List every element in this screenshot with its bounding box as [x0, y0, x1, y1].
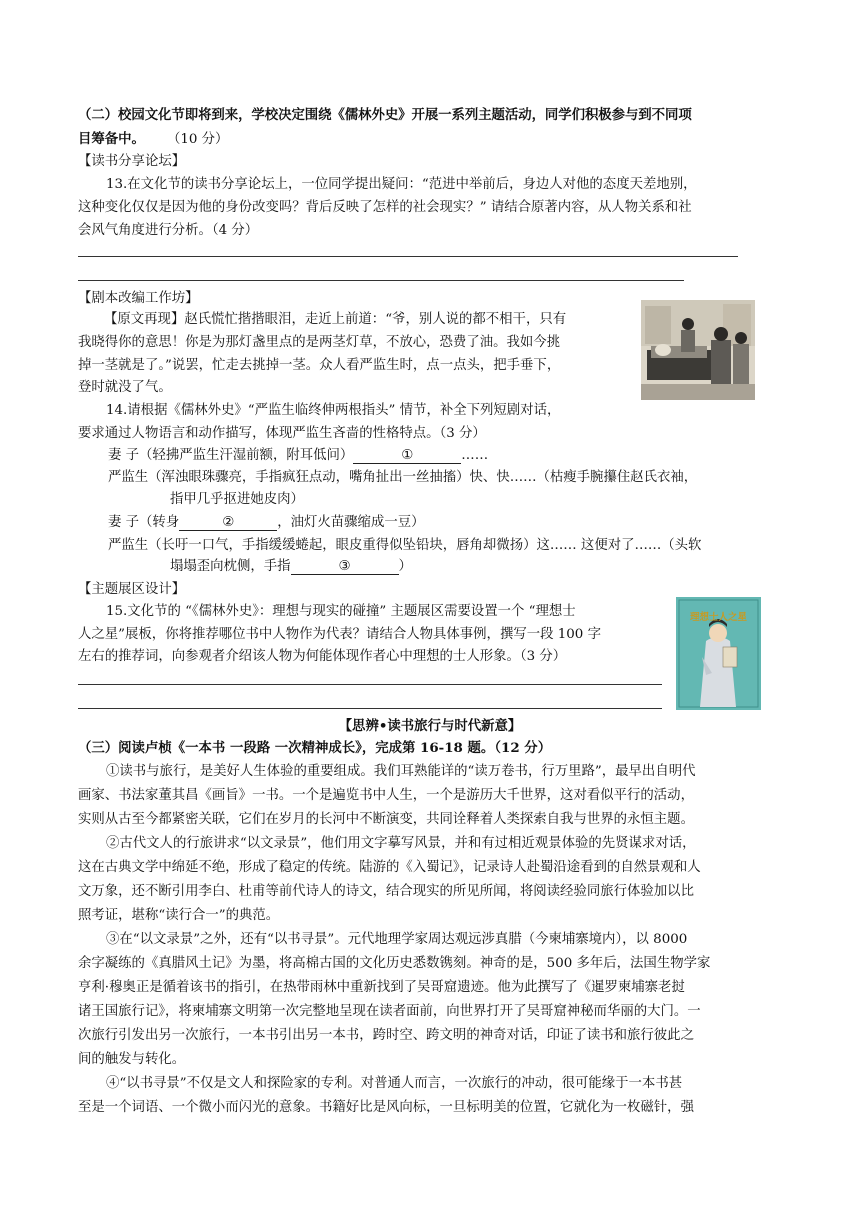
dialogue-wife-1	[108, 447, 488, 465]
q13-line1: 13.在文化节的读书分享论坛上，一位同学提出疑问：“范进中举前后，身边人对他的态度天差地别，	[106, 177, 697, 192]
deathbed-scene-illustration	[641, 300, 755, 400]
para2-line3: 文万象，还不断引用李白、杜甫等前代诗人的诗文，结合现实的所见所闻，将阅读经验同旅行体验加以比	[78, 884, 694, 899]
para2-line1: ②古代文人的行旅讲求“以文录景”，他们用文字摹写风景，并和有过相近观景体验的先贤谋求对话，	[106, 836, 696, 851]
q14-line2: 要求通过人物语言和动作描写，体现严监生吝啬的性格特点。（3 分）	[78, 426, 486, 441]
dialogue-yan-2-cont	[170, 558, 412, 576]
original-line4: 登时就没了气。	[78, 380, 172, 395]
deathbed-scene-drawing	[641, 300, 755, 400]
q14-line1: 14.请根据《儒林外史》“严监生临终伸两根指头” 情节，补全下列短剧对话，	[106, 403, 561, 418]
section2-score: （10 分）	[166, 132, 229, 147]
para3-line3: 亨利·穆奥正是循着该书的指引，在热带雨林中重新找到了吴哥窟遗迹。他为此撰写了《暹罗柬埔寨老挝	[78, 980, 685, 995]
blank-1[interactable]: ①	[353, 448, 461, 464]
q13-answer-line-1[interactable]	[78, 256, 738, 257]
section2-heading-text: 目筹备中。	[78, 131, 145, 147]
q15-line3: 左右的推荐词，向参观者介绍该人物为何能体现作者心中理想的士人形象。（3 分）	[78, 649, 567, 664]
q13-line3: 会风气角度进行分析。（4 分）	[78, 223, 259, 238]
dialogue-yan-2-suffix: ）	[398, 559, 412, 574]
original-line1: 【原文再现】赵氏慌忙揩揩眼泪，走近上前道：“爷，别人说的都不相干，只有	[104, 312, 567, 327]
dialogue-wife-1-text: 妻 子（轻拂严监生汗湿前额，附耳低问）	[108, 448, 354, 463]
para3-line5: 次旅行引发出另一次旅行，一本书引出另一本书，跨时空、跨文明的神奇对话，印证了读书和旅行彼此之	[78, 1028, 694, 1043]
para4-line1: ④“以书寻景”不仅是文人和探险家的专利。对普通人而言，一次旅行的冲动，很可能缘于一本书甚	[106, 1076, 683, 1091]
dialogue-yan-2: 严监生（长吁一口气，手指缓缓蜷起，眼皮重得似坠铅块，唇角却微扬）这…… 这便对了……（头软	[108, 538, 702, 553]
section3-banner: 【思辨•读书旅行与时代新意】	[338, 718, 522, 734]
para2-line4: 照考证，堪称“读行合一”的典范。	[78, 908, 280, 923]
para1-line3: 实则从古至今都紧密关联，它们在岁月的长河中不断演变，共同诠释着人类探索自我与世界的永恒主题。	[78, 812, 694, 827]
para2-line2: 这在古典文学中绵延不绝，形成了稳定的传统。陆游的《入蜀记》，记录诗人赴蜀沿途看到的自然景观和人	[78, 860, 701, 875]
dialogue-wife-1-suffix: ……	[461, 448, 489, 463]
poster-title: 理想士人之星	[689, 612, 747, 623]
dialogue-yan-1: 严监生（浑浊眼珠骤亮，手指疯狂点动，嘴角扯出一丝抽搐）快、快……（枯瘦手腕攥住赵氏衣袖，	[108, 470, 698, 485]
blank-2[interactable]: ②	[179, 515, 277, 531]
q15-line1: 15.文化节的 “《儒林外史》：理想与现实的碰撞” 主题展区需要设置一个 “理想士	[106, 604, 576, 619]
section2-heading-line2	[78, 130, 228, 149]
dialogue-wife-2-suffix: ，油灯火苗骤缩成一豆）	[277, 515, 425, 530]
para3-line2: 余字凝练的《真腊风土记》为墨，将高棉古国的文化历史悉数镌刻。神奇的是，500 多年后，法国生物学家	[78, 956, 711, 971]
para1-line1: ①读书与旅行，是美好人生体验的重要组成。我们耳熟能详的“读万卷书，行万里路”，最早出自明代	[106, 764, 696, 779]
forum-label: 【读书分享论坛】	[78, 154, 186, 169]
blank-3[interactable]: ③	[291, 559, 399, 575]
dialogue-wife-2-text: 妻 子（转身	[108, 515, 180, 530]
workshop-label: 【剧本改编工作坊】	[78, 291, 199, 306]
original-line2: 我晓得你的意思！你是为那灯盏里点的是两茎灯草，不放心，恐费了油。我如今挑	[78, 335, 561, 350]
para3-line6: 间的触发与转化。	[78, 1052, 186, 1067]
para1-line2: 画家、书法家董其昌《画旨》一书。一个是遍览书中人生，一个是游历大千世界，这对看似平行的活动，	[78, 788, 694, 803]
q15-answer-line-2[interactable]	[78, 708, 662, 709]
dialogue-yan-1-cont: 指甲几乎抠进她皮肉）	[170, 492, 304, 507]
q13-answer-line-2[interactable]	[78, 280, 684, 281]
para3-line1: ③在“以文录景”之外，还有“以书寻景”。元代地理学家周达观远涉真腊（今柬埔寨境内），以 8000	[106, 932, 688, 947]
section2-heading-line1: （二）校园文化节即将到来，学校决定围绕《儒林外史》开展一系列主题活动，同学们积极参与到不同项	[78, 107, 692, 123]
exhibit-label: 【主题展区设计】	[78, 582, 186, 597]
dialogue-yan-2-cont-text: 塌塌歪向枕侧，手指	[170, 559, 291, 574]
para4-line2: 至是一个词语、一个微小而闪光的意象。书籍好比是风向标，一旦标明美的位置，它就化为一枚磁针，强	[78, 1100, 694, 1115]
section3-heading: （三）阅读卢桢《一本书 一段路 一次精神成长》，完成第 16-18 题。（12 分）	[78, 740, 552, 756]
q13-line2: 这种变化仅仅是因为他的身份改变吗？背后反映了怎样的社会现实？” 请结合原著内容，从人物关系和社	[78, 200, 692, 215]
scholar-star-poster	[676, 597, 761, 710]
q15-answer-line-1[interactable]	[78, 684, 662, 685]
dialogue-wife-2	[108, 514, 425, 532]
original-line3: 掉一茎就是了。”说罢，忙走去挑掉一茎。众人看严监生时，点一点头，把手垂下，	[78, 358, 561, 373]
q15-line2: 人之星”展板，你将推荐哪位书中人物作为代表？请结合人物具体事例，撰写一段 100 字	[78, 627, 601, 642]
para3-line4: 诸王国旅行记》，将柬埔寨文明第一次完整地呈现在读者面前，向世界打开了吴哥窟神秘而华丽的大门。一	[78, 1004, 701, 1019]
